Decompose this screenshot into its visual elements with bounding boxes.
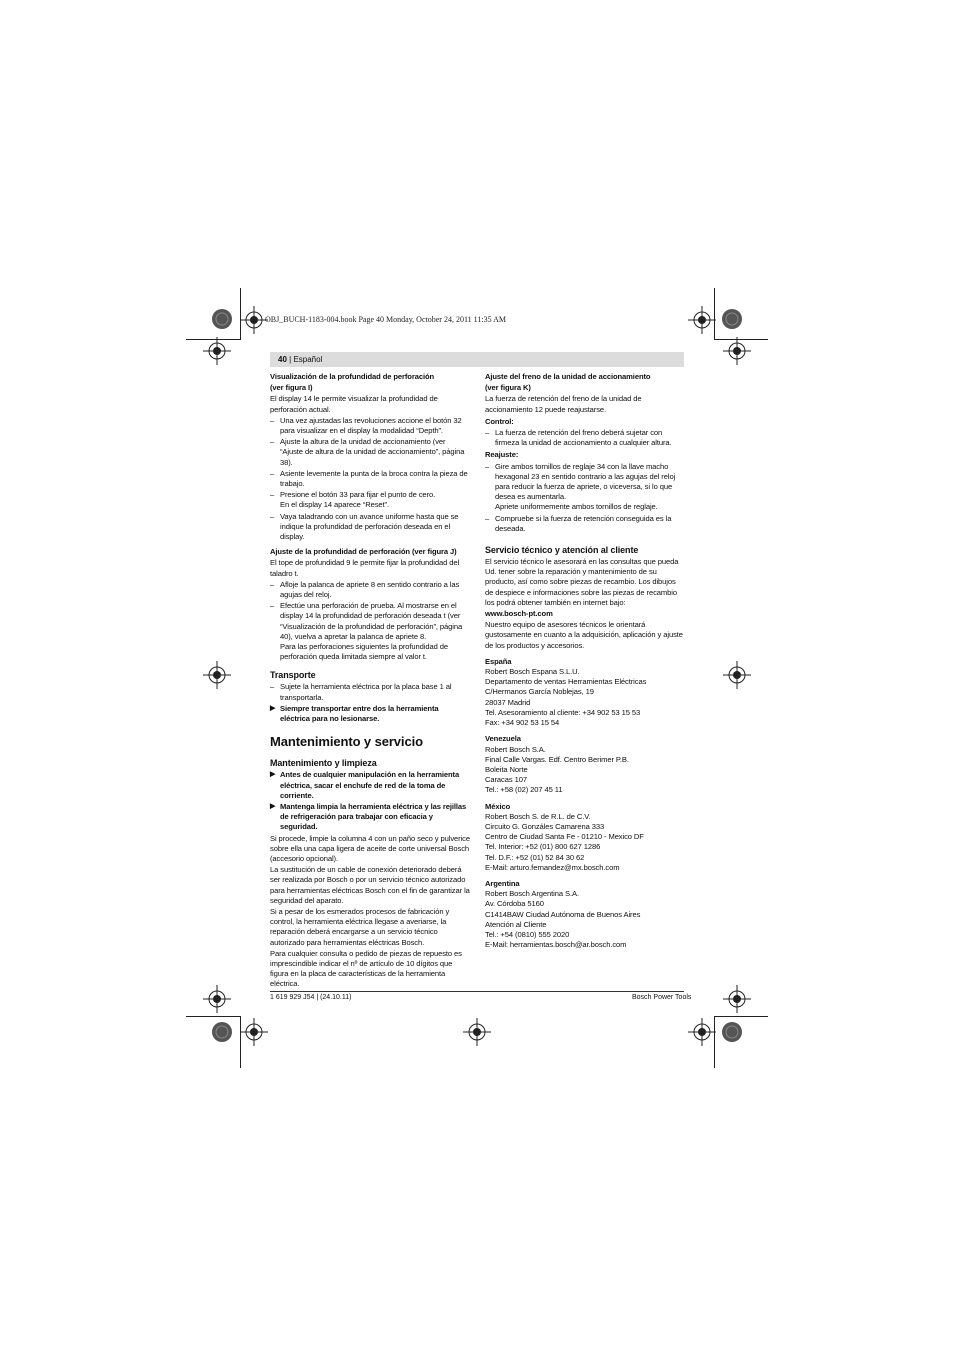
footer-doc-id: 1 619 929 J54 | (24.10.11) (270, 994, 352, 1001)
section-title-brake-figure: (ver figura K) (485, 383, 531, 393)
print-slug: OBJ_BUCH-1183-004.book Page 40 Monday, October 24, 2011 11:35 AM (265, 315, 507, 324)
footer-brand: Bosch Power Tools (632, 994, 692, 1001)
section-title-depth-setting: Ajuste de la profundidad de perforación (ver figura J) (270, 547, 457, 557)
address-line: 28037 Madrid (485, 697, 531, 707)
color-target-icon (721, 1021, 743, 1043)
maintenance-paragraph: La sustitución de un cable de conexión deteriorado deberá ser realizada por Bosch o por un servicio técnico autorizado para herramientas eléctricas Bosch con el fin de garantizar la seguridad del aparato. (270, 865, 470, 905)
registration-mark-icon (688, 1018, 716, 1046)
country-block-argentina (485, 879, 685, 950)
depth-display-steps (270, 416, 470, 542)
list-item: – Asiente levemente la punta de la broca contra la pieza de trabajo. (270, 469, 470, 489)
section-title-depth-display: Visualización de la profundidad de perforación (270, 372, 435, 381)
maintenance-warning-clean: ▶ Mantenga limpia la herramienta eléctrica y las rejillas de refrigeración para trabajar con eficacia y seguridad. (270, 801, 467, 832)
list-item: – Ajuste la altura de la unidad de accionamiento (ver “Ajuste de altura de la unidad de accionamiento”, página 38). (270, 437, 470, 468)
left-column (270, 372, 470, 991)
address-line: Robert Bosch Argentina S.A. (485, 889, 579, 899)
section-title-cleaning: Mantenimiento y limpieza (270, 758, 377, 769)
registration-mark-icon (723, 661, 751, 689)
transport-item: – Sujete la herramienta eléctrica por la placa base 1 al transportarla. (270, 682, 470, 702)
address-line: Av. Córdoba 5160 (485, 899, 544, 909)
address-line: Tel. D.F.: +52 (01) 52 84 30 62 (485, 852, 585, 862)
registration-mark-icon (240, 306, 268, 334)
registration-mark-icon (723, 337, 751, 365)
address-line: E-Mail: arturo.fernandez@mx.bosch.com (485, 862, 620, 872)
address-line: Tel. Asesoramiento al cliente: +34 902 53 15 53 (485, 707, 641, 717)
address-line: Final Calle Vargas. Edf. Centro Berimer P.B. (485, 754, 629, 764)
address-line: Circuito G. Gonzáles Camarena 333 (485, 821, 605, 831)
list-item: – Efectúe una perforación de prueba. Al mostrarse en el display 14 la profundidad de perforación deseada t (ver “Visualización de la profundidad de perforación”, página 40), vuelva a apretar la palanca de apriete 8. Para las perforaciones siguientes la profundidad de perforación queda limitada siempre al valor t. (270, 601, 470, 662)
list-item: – Gire ambos tornillos de reglaje 34 con la llave macho hexagonal 23 en sentido contrario a las agujas del reloj para reducir la fuerza de apriete, o viceversa, si lo que desea es aumentarla. Apriete uniformemente ambos tornillos de reglaje. (485, 462, 685, 513)
maintenance-paragraph: Si procede, limpie la columna 4 con un paño seco y pulverice sobre ella una capa ligera de aceite de corte universal Bosch (accesorio opcional). (270, 833, 470, 863)
list-item: – Afloje la palanca de apriete 8 en sentido contrario a las agujas del reloj. (270, 580, 470, 600)
registration-mark-icon (723, 985, 751, 1013)
crop-mark (714, 1016, 768, 1017)
address-line: E-Mail: herramientas.bosch@ar.bosch.com (485, 940, 627, 950)
color-target-icon (211, 1021, 233, 1043)
registration-mark-icon (203, 337, 231, 365)
list-item: – Compruebe si la fuerza de retención conseguida es la deseada. (485, 514, 685, 534)
address-line: C/Hermanos García Noblejas, 19 (485, 687, 594, 697)
address-line: Robert Bosch S.A. (485, 744, 546, 754)
address-line: Centro de Ciudad Santa Fe - 01210 - Mexico DF (485, 832, 644, 842)
right-column (485, 372, 685, 950)
country-name: Argentina (485, 878, 520, 888)
page-header-bar (270, 352, 684, 367)
address-line: Tel.: +58 (02) 207 45 11 (485, 785, 563, 795)
address-line: Caracas 107 (485, 775, 527, 785)
address-line: Boleita Norte (485, 764, 528, 774)
section-title-depth-display-figure: (ver figura I) (270, 383, 313, 393)
address-line: Fax: +34 902 53 15 54 (485, 718, 560, 728)
address-line: Tel.: +54 (0810) 555 2020 (485, 929, 570, 939)
country-name: España (485, 656, 512, 666)
registration-mark-icon (203, 985, 231, 1013)
page-number: 40 (278, 355, 287, 364)
service-paragraph: Nuestro equipo de asesores técnicos le orientará gustosamente en cuanto a la adquisición, aplicación y ajuste de los productos y accesorios. (485, 620, 683, 650)
registration-mark-icon (463, 1018, 491, 1046)
page-header: 40 | Español (278, 355, 323, 364)
footer-rule (270, 991, 684, 992)
service-url[interactable]: www.bosch-pt.com (485, 609, 553, 619)
country-name: Venezuela (485, 734, 521, 744)
reajuste-label: Reajuste: (485, 450, 519, 460)
crop-mark (186, 1016, 240, 1017)
registration-mark-icon (203, 661, 231, 689)
address-line: Atención al Cliente (485, 919, 547, 929)
maintenance-paragraph: Para cualquier consulta o pedido de piezas de repuesto es imprescindible indicar el nº de artículo de 10 dígitos que figura en la placa de características de la herramienta eléctrica. (270, 948, 462, 989)
address-line: Robert Bosch S. de R.L. de C.V. (485, 811, 591, 821)
section-title-transport: Transporte (270, 670, 316, 681)
maintenance-warning-unplug: ▶ Antes de cualquier manipulación en la herramienta eléctrica, sacar el enchufe de red de la toma de corriente. (270, 770, 460, 800)
depth-display-intro: El display 14 le permite visualizar la profundidad de perforación actual. (270, 394, 438, 414)
maintenance-paragraph: Si a pesar de los esmerados procesos de fabricación y control, la herramienta eléctrica llegase a averiarse, la reparación deberá encargarse a un servicio técnico autorizado para herramientas eléctricas Bosch. (270, 906, 450, 947)
section-title-brake: Ajuste del freno de la unidad de accionamiento (485, 372, 651, 381)
control-item: – La fuerza de retención del freno deberá sujetar con firmeza la unidad de accionamiento a cualquier altura. (485, 428, 685, 448)
header-language: Español (293, 355, 323, 364)
list-item: – Vaya taladrando con un avance uniforme hasta que se indique la profundidad de perforación deseada en el display. (270, 512, 470, 543)
warning-arrow-icon: ▶ (270, 704, 276, 712)
color-target-icon (211, 308, 233, 330)
country-block-espana (485, 657, 685, 728)
list-item: – Una vez ajustadas las revoluciones accione el botón 32 para visualizar en el display la modalidad “Depth”. (270, 416, 470, 436)
color-target-icon (721, 308, 743, 330)
warning-arrow-icon: ▶ (270, 771, 276, 779)
country-name: México (485, 801, 511, 811)
address-line: C1414BAW Ciudad Autónoma de Buenos Aires (485, 909, 641, 919)
list-item: – Presione el botón 33 para fijar el punto de cero. En el display 14 aparece “Reset”. (270, 490, 470, 510)
chapter-title-maintenance: Mantenimiento y servicio (270, 734, 423, 750)
registration-mark-icon (688, 306, 716, 334)
country-block-mexico (485, 802, 685, 873)
country-block-venezuela (485, 734, 685, 795)
registration-mark-icon (240, 1018, 268, 1046)
brake-intro: La fuerza de retención del freno de la unidad de accionamiento 12 puede reajustarse. (485, 394, 642, 414)
control-label: Control: (485, 416, 514, 426)
warning-arrow-icon: ▶ (270, 802, 276, 810)
address-line: Tel. Interior: +52 (01) 800 627 1286 (485, 842, 601, 852)
section-title-service: Servicio técnico y atención al cliente (485, 545, 639, 556)
depth-setting-intro: El tope de profundidad 9 le permite fijar la profundidad del taladro t. (270, 558, 460, 578)
service-paragraph: El servicio técnico le asesorará en las consultas que pueda Ud. tener sobre la reparación y mantenimiento de su producto, así como sobre piezas de recambio. Los dibujos de despiece e informaciones sobre las piezas de recambio los podrá obtener también en internet bajo: (485, 557, 679, 607)
address-line: Departamento de ventas Herramientas Eléctricas (485, 677, 647, 687)
depth-setting-steps (270, 580, 470, 663)
transport-warning: ▶ Siempre transportar entre dos la herramienta eléctrica para no lesionarse. (270, 703, 439, 724)
address-line: Robert Bosch Espana S.L.U. (485, 667, 580, 677)
